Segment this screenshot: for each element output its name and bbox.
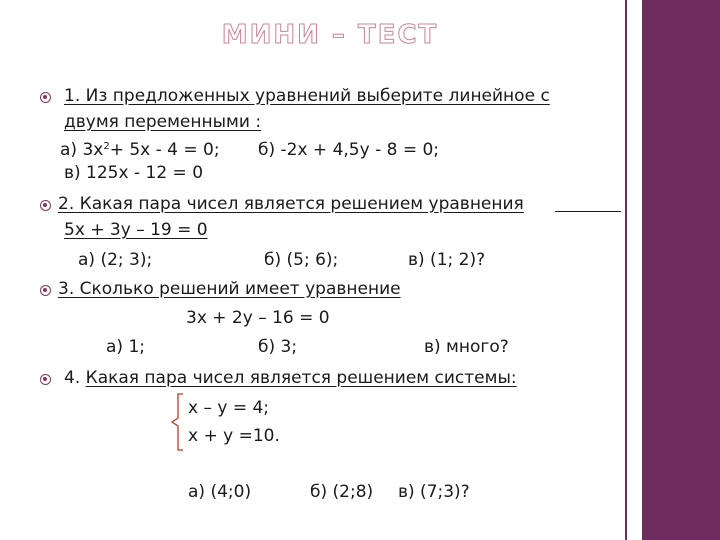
system-brace-icon [170, 392, 184, 452]
q2-option-a: а) (2; 3); [78, 250, 153, 270]
system-equation-2: х + у =10. [188, 426, 280, 446]
q3-line1: 3. Сколько решений имеет уравнение [58, 279, 401, 299]
q4-option-c: в) (7;3)? [398, 482, 470, 502]
slide-title: МИНИ – ТЕСТ [221, 20, 439, 50]
bullet-icon [40, 92, 51, 103]
q2-line2: 5х + 3у – 19 = 0 [64, 220, 208, 240]
sidebar-divider [625, 0, 627, 540]
q4-line1: 4. Какая пара чисел является решением системы: [64, 368, 517, 388]
q1-option-c: в) 125х - 12 = 0 [64, 163, 204, 183]
q1-option-a: а) $3х^2+ 5х - 4 = 0$; [60, 140, 220, 160]
q2-option-b: б) (5; 6); [264, 250, 339, 270]
q1-line2: двумя переменными : [64, 112, 262, 132]
q3-option-c: в) много? [424, 337, 509, 357]
q1-option-b: б) -2х + 4,5у - 8 = 0; [258, 140, 440, 160]
q3-option-a: а) 1; [106, 337, 145, 357]
q1-line1: 1. Из предложенных уравнений выберите линейное с [64, 86, 550, 106]
bullet-icon [40, 285, 51, 296]
q3-option-b: б) 3; [258, 337, 298, 357]
bullet-icon [40, 374, 51, 385]
bullet-icon [40, 200, 51, 211]
q4-option-a: а) (4;0) [188, 482, 252, 502]
q2-line1: 2. Какая пара чисел является решением уравнения [58, 194, 524, 214]
sidebar-band [642, 0, 720, 540]
q2-underline-extension [555, 211, 621, 212]
q3-equation: 3х + 2у – 16 = 0 [186, 308, 330, 328]
system-equation-1: х – у = 4; [188, 398, 270, 418]
q4-option-b: б) (2;8) [310, 482, 374, 502]
q2-option-c: в) (1; 2)? [408, 250, 486, 270]
